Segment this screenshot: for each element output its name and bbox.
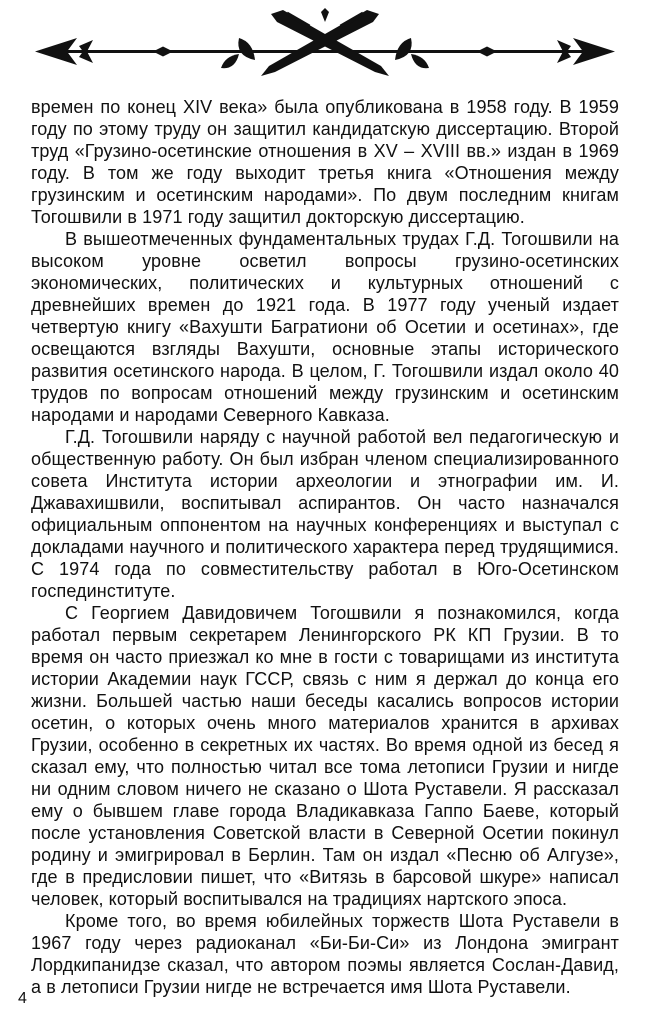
crossed-swords-divider-icon xyxy=(33,8,617,80)
paragraph: В вышеотмеченных фундаментальных трудах Г.Д. Тогошвили на высоком уровне осветил вопросы грузино-осетинских экономических, политических и культурных отношений с древнейших времен до 1921 года. В 1977 году ученый издает четвертую книгу «Вахушти Багратиони об Осетии и осетинах», где освещаются взгляды Вахушти, основные этапы исторического развития осетинского народа. В целом, Г. Тогошвили издал около 40 трудов по вопросам отношений между грузинским и осетинским народами и народами Северного Кавказа. xyxy=(31,229,619,425)
header-ornament xyxy=(0,0,650,80)
paragraph: Кроме того, во время юбилейных торжеств Шота Руставели в 1967 году через радиоканал «Би-Би-Си» из Лондона эмигрант Лордкипанидзе сказал, что автором поэмы является Сослан-Давид, а в летописи Грузии нигде не встречается имя Шота Руставели. xyxy=(31,911,619,997)
paragraph: времен по конец XIV века» была опубликована в 1958 году. В 1959 году по этому труду он защитил кандидатскую диссертацию. Второй труд «Грузино-осетинские отношения в XV – XVIII вв.» издан в 1969 году. В том же году выходит третья книга «Отношения между грузинским и осетинским народами». По двум последним книгам Тогошвили в 1971 году защитил докторскую диссертацию. xyxy=(31,97,619,227)
page-text xyxy=(31,96,619,998)
page-number: 4 xyxy=(18,990,27,1007)
paragraph: С Георгием Давидовичем Тогошвили я познакомился, когда работал первым секретарем Ленингорского РК КП Грузии. В то время он часто приезжал ко мне в гости с товарищами из института истории Академии наук ГССР, связь с ним я держал до конца его жизни. Большей частью наши беседы касались вопросов истории осетин, о которых очень много материалов хранится в архивах Грузии, особенно в секретных их частях. Во время одной из бесед я сказал ему, что полностью читал все тома летописи Грузии и нигде ни одним словом ничего не сказано о Шота Руставели. Я рассказал ему о бывшем главе города Владикавказа Гаппо Баеве, который после установления Советской власти в Северной Осетии покинул родину и эмигрировал в Берлин. Там он издал «Песню об Алгузе», где в предисловии пишет, что «Витязь в барсовой шкуре» написал человек, который воспитывался на традициях нартского эпоса. xyxy=(31,603,619,909)
paragraph: Г.Д. Тогошвили наряду с научной работой вел педагогическую и общественную работу. Он был избран членом специализированного совета Института истории археологии и этнографии им. И. Джавахишвили, воспитывал аспирантов. Он часто назначался официальным оппонентом на научных конференциях и выступал с докладами научного и политического характера перед трудящимися. С 1974 года по совместительству работал в Юго-Осетинском госпединституте. xyxy=(31,427,619,601)
